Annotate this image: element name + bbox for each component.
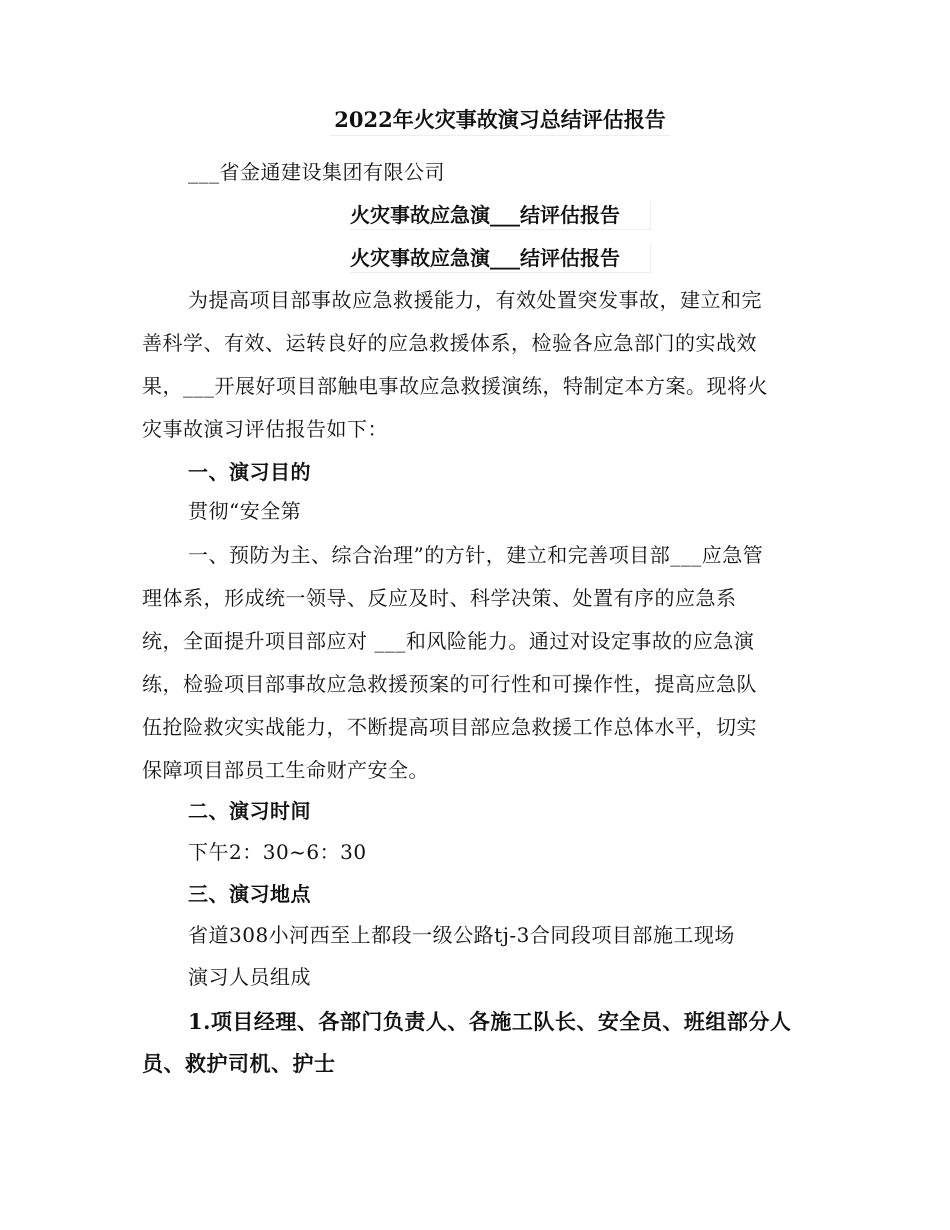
section-1-line-4: 练，检验项目部事故应急救援预案的可行性和可操作性，提高应急队 xyxy=(142,672,757,696)
intro-line-2: 善科学、有效、运转良好的应急救援体系，检验各应急部门的实战效 xyxy=(142,331,757,355)
subheading-1: 火灾事故应急演___结评估报告 xyxy=(350,201,651,230)
section-1-lead: 贯彻“安全第 xyxy=(188,499,302,523)
intro-line-3: 果，___开展好项目部触电事故应急救援演练，特制定本方案。现将火 xyxy=(142,374,768,398)
intro-line-1: 为提高项目部事故应急救援能力，有效处置突发事故，建立和完 xyxy=(188,288,762,312)
section-3-text: 省道308小河西至上都段一级公路tj-3合同段项目部施工现场 xyxy=(188,923,735,947)
company-name: ___省金通建设集团有限公司 xyxy=(188,160,445,184)
section-2-text: 下午2：30~6：30 xyxy=(188,840,367,864)
subheading-2: 火灾事故应急演___结评估报告 xyxy=(350,244,651,273)
document-title: 2022年火灾事故演习总结评估报告 xyxy=(330,105,670,136)
item-1-line-2: 员、救护司机、护士 xyxy=(142,1051,336,1076)
section-3-next: 演习人员组成 xyxy=(188,965,311,989)
section-1-line-2: 理体系，形成统一领导、反应及时、科学决策、处置有序的应急系 xyxy=(142,586,737,610)
section-3-heading: 三、演习地点 xyxy=(188,882,311,906)
intro-line-4: 灾事故演习评估报告如下： xyxy=(142,417,388,441)
section-1-line-3: 统，全面提升项目部应对 ___和风险能力。通过对设定事故的应急演 xyxy=(142,629,755,653)
section-1-line-1: 一、预防为主、综合治理”的方针，建立和完善项目部___应急管 xyxy=(188,543,764,567)
section-1-line-5: 伍抢险救灾实战能力，不断提高项目部应急救援工作总体水平，切实 xyxy=(142,715,757,739)
section-1-line-6: 保障项目部员工生命财产安全。 xyxy=(142,758,429,782)
section-1-heading: 一、演习目的 xyxy=(188,460,311,484)
section-2-heading: 二、演习时间 xyxy=(188,799,311,823)
item-1-line-1: 1.项目经理、各部门负责人、各施工队长、安全员、班组部分人 xyxy=(188,1009,792,1034)
